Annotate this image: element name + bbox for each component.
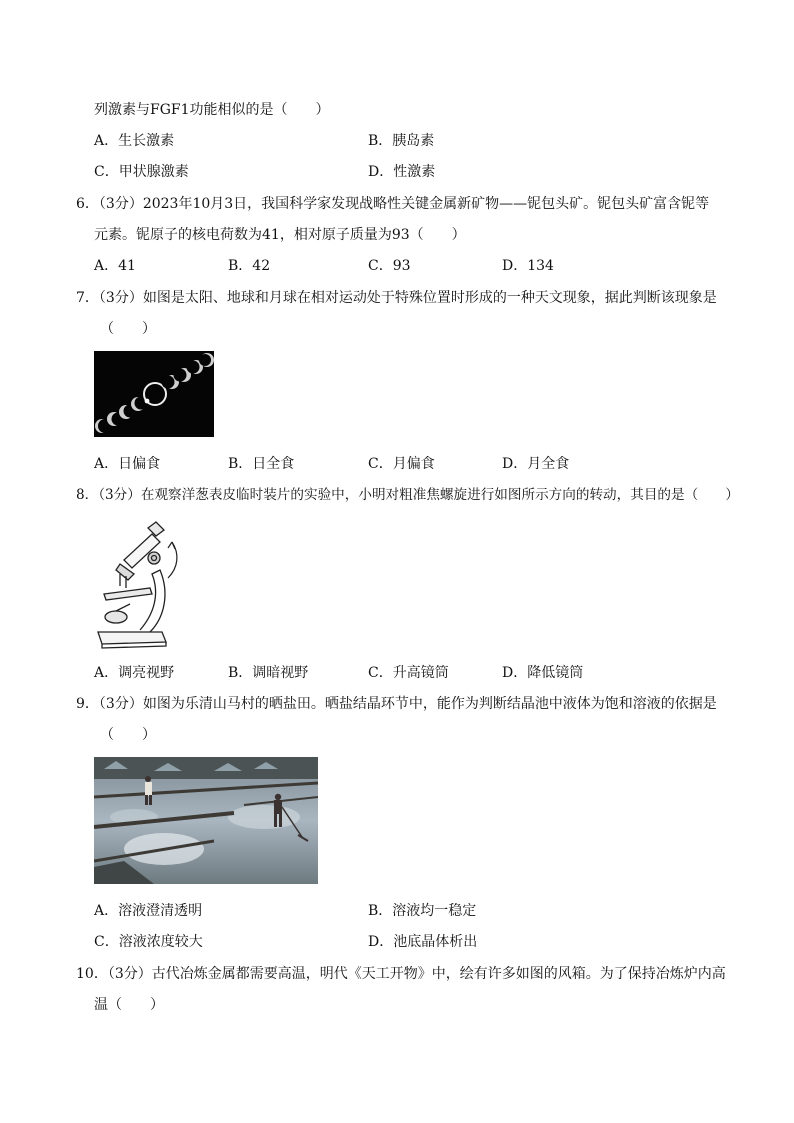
q6-option-d[interactable]: D．134: [502, 258, 554, 274]
q6-option-b[interactable]: B．42: [228, 258, 271, 274]
solar-eclipse-sequence-icon: [94, 351, 214, 437]
q8-stem-line1: 8．（3分）在观察洋葱表皮临时装片的实验中，小明对粗准焦螺旋进行如图所示方向的转动，其目的是（ ）: [76, 487, 739, 503]
q5-option-a[interactable]: A．生长激素: [94, 133, 175, 149]
q5-option-b[interactable]: B．胰岛素: [368, 133, 435, 149]
q9-option-c[interactable]: C．溶液浓度较大: [94, 934, 203, 950]
salt-pan-figure: [94, 757, 318, 884]
q8-option-c[interactable]: C．升高镜筒: [368, 665, 449, 681]
q7-option-b[interactable]: B．日全食: [228, 456, 295, 472]
q9-stem-line1: 9．（3分）如图为乐清山马村的晒盐田。晒盐结晶环节中，能作为判断结晶池中液体为饱和溶液的依据是: [76, 696, 717, 712]
q10-stem-line2: 温（ ）: [94, 997, 164, 1013]
q7-option-a[interactable]: A．日偏食: [94, 456, 161, 472]
q6-stem-line2: 元素。铌原子的核电荷数为41，相对原子质量为93（ ）: [94, 227, 466, 243]
q6-stem-line1: 6．（3分）2023年10月3日，我国科学家发现战略性关键金属新矿物——铌包头矿。铌包头矿富含铌等: [76, 196, 710, 212]
q7-option-c[interactable]: C．月偏食: [368, 456, 435, 472]
q10-stem-line1: 10．（3分）古代冶炼金属都需要高温，明代《天工开物》中，绘有许多如图的风箱。为了保持冶炼炉内高: [76, 966, 726, 982]
q7-option-d[interactable]: D．月全食: [502, 456, 570, 472]
q5-option-c[interactable]: C．甲状腺激素: [94, 164, 189, 180]
q9-stem-line2: （ ）: [100, 727, 156, 743]
q9-option-b[interactable]: B．溶液均一稳定: [368, 903, 477, 919]
q9-option-a[interactable]: A．溶液澄清透明: [94, 903, 203, 919]
q5-stem-tail: 列激素与FGF1功能相似的是（ ）: [94, 102, 330, 118]
q8-option-a[interactable]: A．调亮视野: [94, 665, 175, 681]
q5-option-d[interactable]: D．性激素: [368, 164, 436, 180]
q8-option-b[interactable]: B．调暗视野: [228, 665, 309, 681]
microscope-with-rotation-arrow-icon: [94, 514, 186, 650]
q6-option-a[interactable]: A．41: [94, 258, 136, 274]
solar-eclipse-figure: [94, 351, 214, 437]
salt-pan-photo-icon: [94, 757, 318, 884]
q7-stem-line1: 7．（3分）如图是太阳、地球和月球在相对运动处于特殊位置时形成的一种天文现象，据此判断该现象是: [76, 290, 717, 306]
q9-option-d[interactable]: D．池底晶体析出: [368, 934, 478, 950]
q8-option-d[interactable]: D．降低镜筒: [502, 665, 584, 681]
microscope-figure: [94, 514, 186, 650]
q7-stem-line2: （ ）: [100, 321, 156, 337]
q6-option-c[interactable]: C．93: [368, 258, 411, 274]
